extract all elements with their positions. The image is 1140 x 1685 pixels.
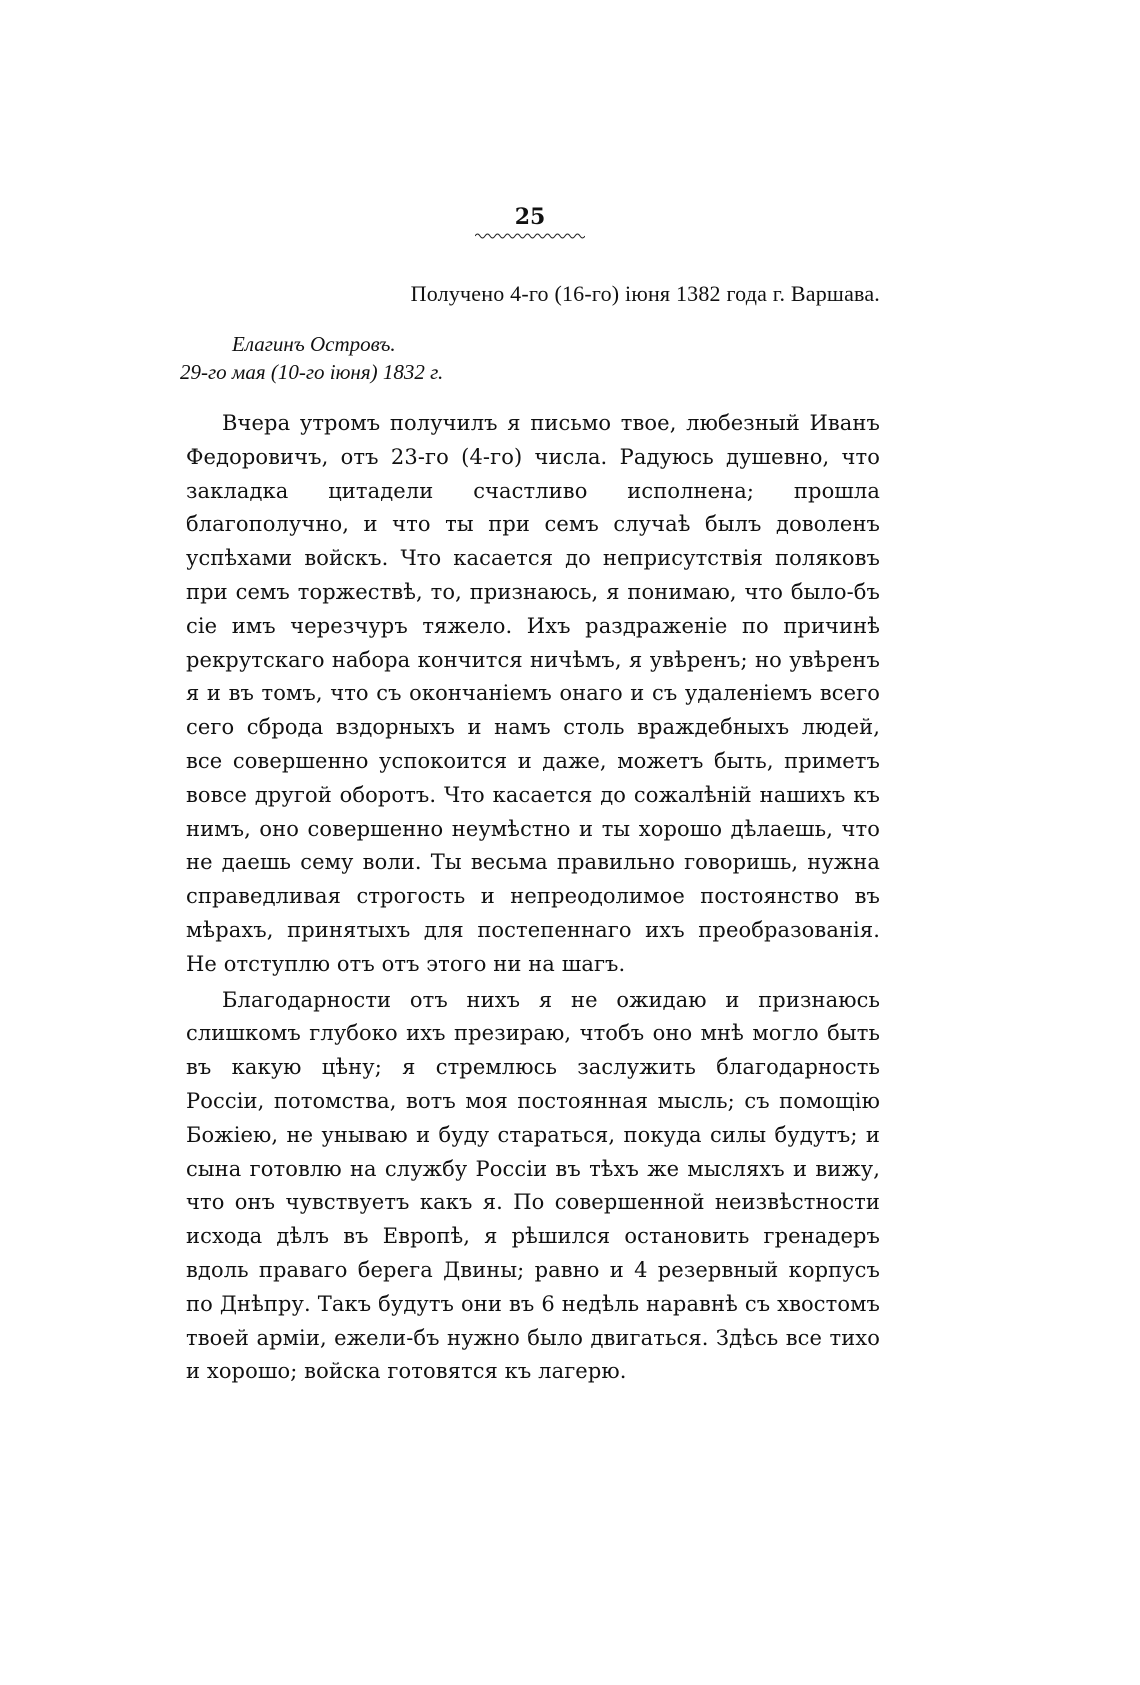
letter-body [186, 407, 880, 1389]
paragraph: Вчера утромъ получилъ я письмо твое, любезный Иванъ Федоровичъ, отъ 23-го (4-го) числа. Радуюсь душевно, что закладка цитадели счастливо исполнена; прошла благополучно, и что ты при семъ случаѣ былъ доволенъ успѣхами войскъ. Что касается до неприсутствiя поляковъ при семъ торжествѣ, то, признаюсь, я понимаю, что было-бъ сiе имъ черезчуръ тяжело. Ихъ раздраженiе по причинѣ рекрутскаго набора кончится ничѣмъ, я увѣренъ; но увѣренъ я и въ томъ, что съ окончанiемъ онаго и съ удаленiемъ всего сего сброда вздорныхъ и намъ столь враждебныхъ людей, все совершенно успокоится и даже, можетъ быть, приметъ вовсе другой оборотъ. Что касается до сожалѣнiй нашихъ къ нимъ, оно совершенно неумѣстно и ты хорошо дѣлаешь, что не даешь сему воли. Ты весьма правильно говоришь, нужна справедливая строгость и непреодолимое постоянство въ мѣрахъ, принятыхъ для постепеннаго ихъ преобразованiя. Не отступлю отъ отъ этого ни на шагъ. [186, 411, 880, 976]
paragraph: Благодарности отъ нихъ я не ожидаю и признаюсь слишкомъ глубоко ихъ презираю, чтобъ оно мнѣ могло быть въ какую цѣну; я стремлюсь заслужить благодарность Россiи, потомства, вотъ моя постоянная мысль; съ помощiю Божiею, не унываю и буду стараться, покуда силы будутъ; и сына готовлю на службу Россiи въ тѣхъ же мысляхъ и вижу, что онъ чувствуетъ какъ я. По совершенной неизвѣстности исхода дѣлъ въ Европѣ, я рѣшился остановить гренадеръ вдоль праваго берега Двины; равно и 4 резервный корпусъ по Днѣпру. Такъ будутъ они въ 6 недѣль наравнѣ съ хвостомъ твоей армiи, ежели-бъ нужно было двигаться. Здѣсь все тихо и хорошо; войска готовятся къ лагерю. [186, 987, 880, 1384]
letter-date: 29-го мая (10-го iюня) 1832 г. [180, 360, 444, 384]
letter-place: Елагинъ Островъ. [232, 332, 396, 356]
letter-place-date [180, 330, 470, 386]
page-number: 25 [514, 204, 546, 230]
received-note: Получено 4-го (16-го) iюня 1382 года г. Варшава. [410, 281, 880, 306]
page-number-ornament [475, 232, 585, 240]
